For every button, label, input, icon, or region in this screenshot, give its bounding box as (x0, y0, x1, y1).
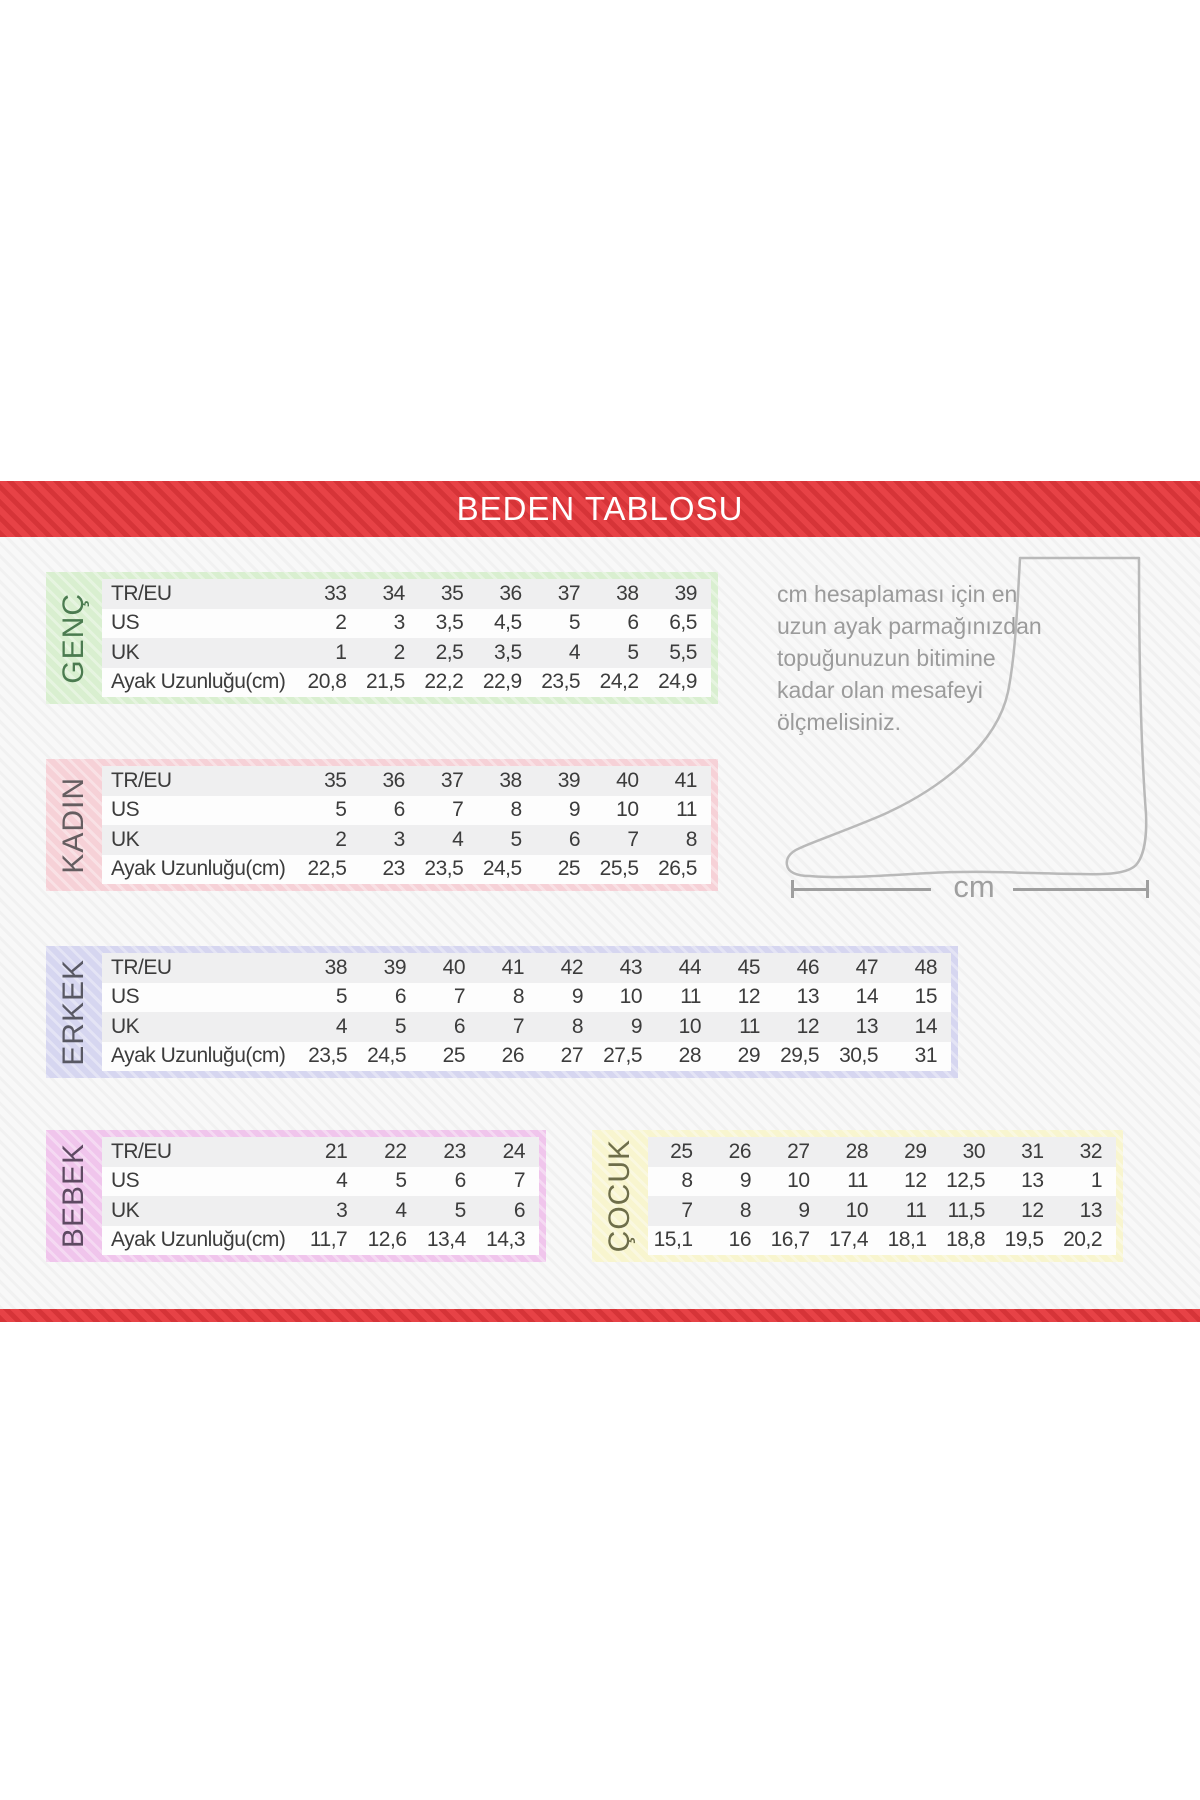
table-row (102, 855, 711, 885)
size-cell: 12,5 (946, 1169, 985, 1193)
table-row (648, 1137, 1116, 1167)
size-cell: 8 (571, 1014, 583, 1038)
table-row (102, 668, 711, 698)
size-cell: 24,9 (658, 670, 697, 694)
size-cell: 39 (383, 955, 406, 979)
table-row (102, 796, 711, 826)
title-bar (0, 481, 1200, 537)
ruler-cm-label: cm (953, 869, 995, 904)
size-cell: 34 (382, 581, 405, 605)
foot-outline-illustration (780, 552, 1165, 897)
table-row (102, 766, 711, 796)
size-cell: 9 (798, 1198, 810, 1222)
size-cell: 8 (512, 985, 524, 1009)
size-cell: 6,5 (669, 611, 697, 635)
size-cell: 37 (557, 581, 581, 605)
size-table-genc (46, 572, 718, 704)
size-cell: 5 (568, 611, 581, 635)
size-cell: 26,5 (658, 857, 697, 881)
size-cell: 14 (855, 985, 878, 1009)
bottom-accent-bar (0, 1309, 1200, 1322)
size-cell: 7 (513, 1169, 525, 1193)
size-cell: 2 (393, 640, 405, 664)
size-cell: 25,5 (599, 857, 639, 881)
size-cell: 29 (904, 1139, 927, 1163)
size-cell: 32 (1079, 1139, 1102, 1163)
size-cell: 35 (440, 581, 464, 605)
size-cell: 5 (394, 1014, 406, 1038)
size-cell: 36 (382, 768, 405, 792)
row-label: Ayak Uzunluğu(cm) (111, 857, 286, 881)
table-vertical-label: ERKEK (57, 958, 90, 1066)
size-cell: 23,5 (424, 857, 464, 881)
note-line: topuğunuzun bitimine (777, 645, 996, 671)
table-row (102, 1012, 951, 1042)
table-vertical-label: KADIN (57, 776, 90, 874)
size-cell: 38 (616, 581, 639, 605)
row-label: Ayak Uzunluğu(cm) (111, 1228, 286, 1252)
size-cell: 10 (619, 985, 642, 1009)
size-cell: 12 (1021, 1198, 1044, 1222)
size-cell: 33 (324, 581, 347, 605)
size-cell: 31 (914, 1044, 937, 1068)
table-row (648, 1196, 1116, 1226)
size-cell: 18,8 (946, 1228, 985, 1252)
size-cell: 31 (1021, 1139, 1044, 1163)
size-cell: 48 (914, 955, 937, 979)
ruler-line-left (793, 888, 931, 891)
row-label: UK (111, 827, 140, 851)
table-data-area (102, 766, 711, 884)
row-label: Ayak Uzunluğu(cm) (111, 670, 286, 694)
size-cell: 38 (499, 768, 522, 792)
size-cell: 13 (1079, 1198, 1102, 1222)
size-cell: 10 (787, 1169, 810, 1193)
size-cell: 12 (737, 985, 760, 1009)
size-cell: 41 (501, 955, 524, 979)
size-cell: 6 (568, 827, 581, 851)
size-cell: 3 (336, 1198, 348, 1222)
size-cell: 11 (739, 1014, 760, 1038)
row-label: UK (111, 640, 140, 664)
table-row (102, 983, 951, 1013)
size-cell: 15 (914, 985, 937, 1009)
table-vertical-label: GENÇ (57, 592, 90, 684)
table-row (102, 1196, 539, 1226)
size-cell: 7 (453, 985, 465, 1009)
size-cell: 20,2 (1063, 1228, 1102, 1252)
size-cell: 28 (845, 1139, 868, 1163)
size-cell: 15,1 (653, 1228, 693, 1252)
size-cell: 3,5 (493, 640, 522, 664)
size-cell: 4 (395, 1198, 407, 1222)
size-cell: 11 (905, 1198, 927, 1222)
size-cell: 9 (739, 1169, 751, 1193)
size-cell: 6 (454, 1169, 466, 1193)
table-label-column (46, 572, 102, 704)
size-cell: 9 (571, 985, 583, 1009)
size-cell: 13 (796, 985, 819, 1009)
size-cell: 24,5 (367, 1044, 406, 1068)
size-cell: 29,5 (780, 1044, 819, 1068)
size-cell: 42 (560, 955, 583, 979)
size-cell: 3 (393, 827, 405, 851)
size-cell: 24,5 (482, 857, 522, 881)
row-label: UK (111, 1014, 140, 1038)
table-label-column (592, 1130, 648, 1262)
size-cell: 4 (452, 827, 464, 851)
size-cell: 20,8 (307, 670, 347, 694)
row-label: TR/EU (111, 768, 172, 792)
size-cell: 12,6 (367, 1228, 407, 1252)
size-cell: 1 (1090, 1169, 1102, 1193)
size-cell: 5 (627, 640, 639, 664)
size-cell: 6 (453, 1014, 465, 1038)
table-row (102, 1167, 539, 1197)
size-cell: 6 (627, 611, 639, 635)
size-cell: 10 (845, 1198, 868, 1222)
size-cell: 18,1 (887, 1228, 927, 1252)
size-cell: 22,2 (424, 670, 464, 694)
size-cell: 44 (678, 955, 701, 979)
size-cell: 41 (674, 768, 697, 792)
table-vertical-label: ÇOCUK (603, 1139, 636, 1253)
size-cell: 37 (440, 768, 464, 792)
size-cell: 7 (681, 1198, 693, 1222)
table-row (648, 1226, 1116, 1256)
table-label-column (46, 1130, 102, 1262)
size-cell: 27 (560, 1044, 583, 1068)
size-cell: 35 (324, 768, 347, 792)
size-cell: 26 (728, 1139, 751, 1163)
size-cell: 11,5 (947, 1198, 985, 1222)
size-cell: 5 (335, 798, 347, 822)
size-cell: 30,5 (839, 1044, 878, 1068)
foot-outline-path (787, 558, 1146, 877)
size-cell: 23,5 (541, 670, 581, 694)
size-cell: 5,5 (669, 640, 697, 664)
ruler-line-right (1013, 888, 1148, 891)
size-cell: 8 (681, 1169, 693, 1193)
size-cell: 13,4 (426, 1228, 466, 1252)
size-cell: 25 (557, 857, 581, 881)
size-cell: 27 (787, 1139, 810, 1163)
size-cell: 5 (335, 985, 347, 1009)
table-label-column (46, 759, 102, 891)
size-cell: 22,9 (482, 670, 522, 694)
size-cell: 13 (1021, 1169, 1044, 1193)
size-cell: 6 (393, 798, 405, 822)
size-cell: 16,7 (770, 1228, 810, 1252)
size-cell: 45 (737, 955, 760, 979)
size-cell: 11,7 (309, 1228, 348, 1252)
size-cell: 24,2 (599, 670, 639, 694)
size-cell: 2,5 (435, 640, 464, 664)
size-cell: 25 (442, 1044, 465, 1068)
size-cell: 22,5 (307, 857, 347, 881)
size-cell: 8 (510, 798, 522, 822)
size-cell: 11 (680, 985, 701, 1009)
row-label: Ayak Uzunluğu(cm) (111, 1044, 286, 1068)
size-table-erkek (46, 946, 958, 1078)
size-cell: 5 (510, 827, 522, 851)
size-cell: 39 (674, 581, 697, 605)
size-cell: 7 (627, 827, 639, 851)
note-line: cm hesaplaması için en (777, 581, 1018, 607)
size-cell: 39 (557, 768, 581, 792)
note-line: ölçmelisiniz. (777, 709, 901, 735)
table-row (102, 609, 711, 639)
size-cell: 36 (499, 581, 522, 605)
row-label: TR/EU (111, 1139, 172, 1163)
table-data-area (102, 579, 711, 697)
size-cell: 10 (616, 798, 639, 822)
size-cell: 12 (796, 1014, 819, 1038)
size-cell: 8 (739, 1198, 751, 1222)
size-table-bebek (46, 1130, 546, 1262)
table-row (648, 1167, 1116, 1197)
size-cell: 21,5 (365, 670, 405, 694)
note-line: kadar olan mesafeyi (777, 677, 983, 703)
size-cell: 11 (847, 1169, 868, 1193)
table-row (102, 1042, 951, 1072)
size-cell: 43 (619, 955, 642, 979)
size-cell: 2 (335, 827, 347, 851)
size-cell: 40 (442, 955, 465, 979)
size-cell: 47 (855, 955, 878, 979)
size-cell: 3,5 (435, 611, 464, 635)
row-label: US (111, 1169, 140, 1193)
size-cell: 14 (914, 1014, 937, 1038)
size-cell: 4 (336, 1169, 348, 1193)
size-cell: 12 (904, 1169, 927, 1193)
size-cell: 22 (384, 1139, 407, 1163)
size-cell: 27,5 (603, 1044, 642, 1068)
size-cell: 28 (678, 1044, 701, 1068)
size-cell: 29 (737, 1044, 760, 1068)
size-cell: 23 (382, 857, 405, 881)
size-cell: 4,5 (493, 611, 522, 635)
size-cell: 1 (335, 640, 347, 664)
size-cell: 10 (678, 1014, 701, 1038)
size-cell: 4 (335, 1014, 347, 1038)
size-cell: 23,5 (308, 1044, 347, 1068)
size-cell: 5 (395, 1169, 407, 1193)
size-cell: 7 (452, 798, 464, 822)
size-cell: 40 (616, 768, 639, 792)
size-cell: 2 (335, 611, 347, 635)
row-label: TR/EU (111, 955, 172, 979)
size-cell: 11 (676, 798, 697, 822)
size-cell: 30 (962, 1139, 985, 1163)
ruler-tick-right (1146, 880, 1149, 898)
size-cell: 24 (502, 1139, 525, 1163)
size-table-kadin (46, 759, 718, 891)
size-cell: 3 (393, 611, 405, 635)
size-cell: 5 (454, 1198, 466, 1222)
table-row (102, 1226, 539, 1256)
table-row (102, 1137, 539, 1167)
table-data-area (102, 1137, 539, 1255)
table-row (102, 953, 951, 983)
table-data-area (102, 953, 951, 1071)
note-line: uzun ayak parmağınızdan (777, 613, 1042, 639)
size-cell: 6 (513, 1198, 525, 1222)
table-row (102, 579, 711, 609)
table-data-area (648, 1137, 1116, 1255)
size-cell: 17,4 (829, 1228, 868, 1252)
table-label-column (46, 946, 102, 1078)
size-cell: 26 (501, 1044, 524, 1068)
size-cell: 38 (324, 955, 347, 979)
table-row (102, 638, 711, 668)
size-cell: 14,3 (486, 1228, 525, 1252)
size-cell: 13 (855, 1014, 878, 1038)
row-label: US (111, 611, 140, 635)
size-cell: 9 (568, 798, 581, 822)
row-label: US (111, 985, 140, 1009)
size-cell: 25 (670, 1139, 693, 1163)
table-row (102, 825, 711, 855)
size-cell: 21 (324, 1139, 348, 1163)
page-title: BEDEN TABLOSU (456, 490, 744, 527)
size-cell: 4 (568, 640, 581, 664)
size-cell: 8 (685, 827, 697, 851)
size-table-cocuk (592, 1130, 1123, 1262)
size-cell: 7 (512, 1014, 524, 1038)
size-cell: 9 (630, 1014, 642, 1038)
size-cell: 23 (443, 1139, 466, 1163)
size-cell: 46 (796, 955, 819, 979)
table-vertical-label: BEBEK (57, 1143, 90, 1249)
row-label: UK (111, 1198, 140, 1222)
size-cell: 16 (728, 1228, 751, 1252)
row-label: US (111, 798, 140, 822)
size-cell: 6 (394, 985, 406, 1009)
row-label: TR/EU (111, 581, 172, 605)
size-cell: 19,5 (1004, 1228, 1044, 1252)
